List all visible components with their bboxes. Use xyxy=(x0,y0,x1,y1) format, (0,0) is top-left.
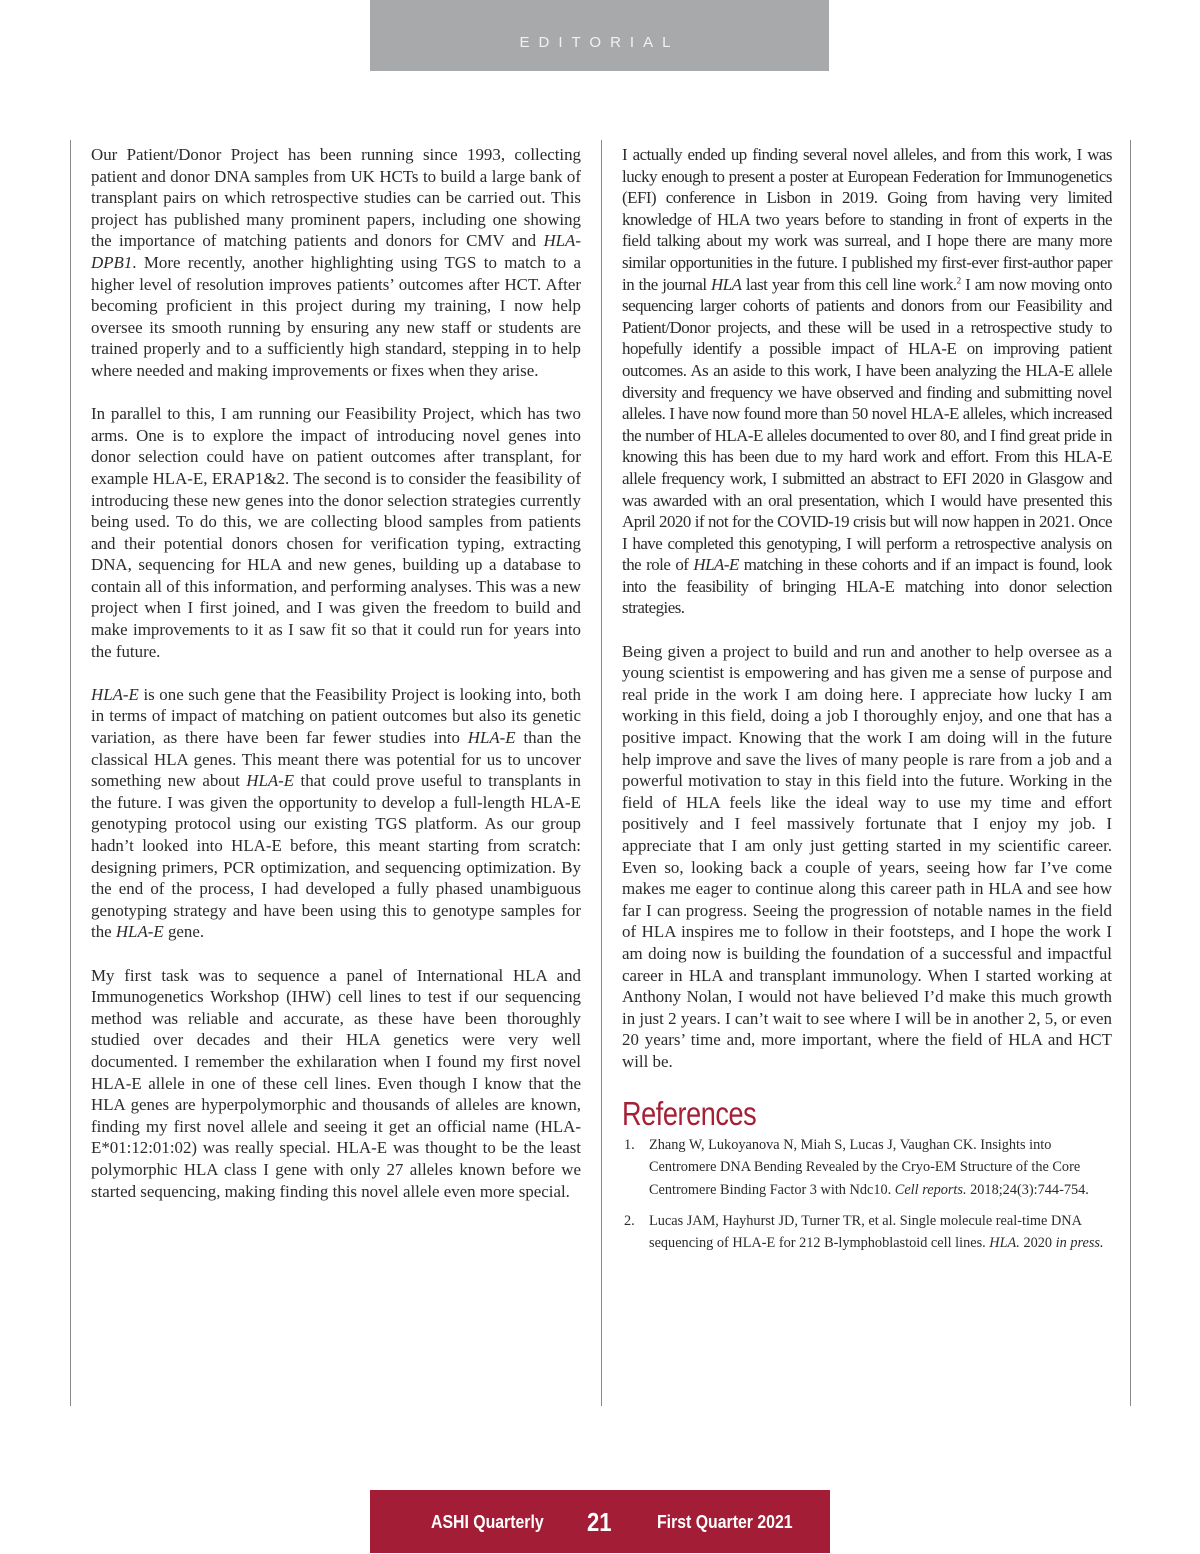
reference-number: 2. xyxy=(624,1213,635,1230)
gene-name: HLA-DPB1 xyxy=(91,231,581,272)
gene-name: HLA-E xyxy=(115,922,164,942)
reference-item: 2. Lucas JAM, Hayhurst JD, Turner TR, et al. Single molecule real-time DNA sequencing of HLA-E for 212 B-lymphoblastoid cell lines. HLA. 2020 in press. xyxy=(622,1210,1112,1255)
gene-name: HLA-E xyxy=(693,555,739,575)
citation-marker: 2 xyxy=(956,274,961,285)
footer-bar xyxy=(370,1490,830,1553)
column-rule-left xyxy=(70,140,71,1406)
left-column xyxy=(91,144,581,1224)
paragraph: HLA-E is one such gene that the Feasibility Project is looking into, both in terms of impact of matching on patient outcomes but also its genetic variation, as there have been far fewer studies into HLA-E than the classical HLA genes. This meant there was potential for us to uncover something new about HLA-E that could prove useful to transplants in the future. I was given the opportunity to develop a full-length HLA-E genotyping protocol using our existing TGS platform. As our group hadn’t looked into HLA-E before, this meant starting from scratch: designing primers, PCR optimization, and sequencing optimization. By the end of the process, I had developed a fully phased unambiguous genotyping strategy and have been using this to genotype samples for the HLA-E gene. xyxy=(91,684,581,942)
footer-issue: First Quarter 2021 xyxy=(657,1512,793,1532)
paragraph: I actually ended up finding several novel alleles, and from this work, I was lucky enough to present a poster at European Federation for Immunogenetics (EFI) conference in Lisbon in 2019. Going from having very limited knowledge of HLA two years before to standing in front of experts in the field talking about my work was surreal, and I hope there are many more similar opportunities in the future. I published my first-ever first-author paper in the journal HLA last year from this cell line work.$^2$ I am now moving onto sequencing larger cohorts of patients and donors from our Feasibility and Patient/Donor projects, and these will be used in a retrospective study to hopefully identify a possible impact of HLA-E on improving patient outcomes. As an aside to this work, I have been analyzing the HLA-E allele diversity and frequency we have observed and finding and submitting novel alleles. I have now found more than 50 novel HLA-E alleles, which increased the number of HLA-E alleles documented to over 80, and I find great pride in knowing this has been due to my hard work and effort. From this HLA-E allele frequency work, I submitted an abstract to EFI 2020 in Glasgow and was awarded with an oral presentation, which I would have presented this April 2020 if not for the COVID-19 crisis but will now happen in 2021. Once I have completed this genotyping, I will perform a retrospective analysis on the role of HLA-E matching in these cohorts and if an impact is found, look into the feasibility of bringing HLA-E matching into donor selection strategies. xyxy=(622,145,1112,618)
gene-name: HLA-E xyxy=(246,771,295,791)
reference-item: 1. Zhang W, Lukoyanova N, Miah S, Lucas J, Vaughan CK. Insights into Centromere DNA Bending Revealed by the Cryo-EM Structure of the Core Centromere Binding Factor 3 with Ndc10. Cell reports. 2018;24(3):744-754. xyxy=(622,1134,1112,1201)
page-number: 21 xyxy=(587,1507,612,1537)
reference-number: 1. xyxy=(624,1137,635,1154)
section-label: EDITORIAL xyxy=(370,0,829,71)
paragraph: Our Patient/Donor Project has been running since 1993, collecting patient and donor DNA samples from UK HCTs to build a large bank of transplant pairs on which retrospective studies can be carried out. This project has published many prominent papers, including one showing the importance of matching patients and donors for CMV and HLA-DPB1. More recently, another highlighting using TGS to match to a higher level of resolution improves patients’ outcomes after HCT. After becoming proficient in this project during my training, I now help oversee its smooth running by ensuring any new staff or students are trained properly and to a sufficiently high standard, stepping in to help where needed and making improvements or fixes when they arise. xyxy=(91,145,581,380)
reference-journal: HLA. xyxy=(989,1235,1020,1252)
reference-list xyxy=(622,1134,1112,1254)
gene-name: HLA-E xyxy=(467,728,516,748)
footer-journal-title: ASHI Quarterly xyxy=(431,1512,544,1532)
paragraph: My first task was to sequence a panel of International HLA and Immunogenetics Workshop (IHW) cell lines to test if our sequencing method was reliable and accurate, as these have been thoroughly studied over decades and their HLA genetics were very well documented. I remember the exhilaration when I found my first novel HLA-E allele in one of these cell lines. Even though I know that the HLA genes are hyperpolymorphic and thousands of alleles are known, finding my first novel allele and seeing it get an official name (HLA-E*01:12:01:02) was really special. HLA-E was thought to be the least polymorphic HLA class I gene with only 27 alleles known before we started sequencing, making finding this novel allele even more special. xyxy=(91,965,581,1201)
reference-journal: Cell reports. xyxy=(894,1181,967,1198)
reference-status: in press. xyxy=(1055,1235,1104,1252)
right-column xyxy=(622,144,1112,1264)
references-heading: References xyxy=(622,1094,757,1132)
column-rule-center xyxy=(601,140,602,1406)
column-rule-right xyxy=(1130,140,1131,1406)
journal-name: HLA xyxy=(711,274,742,294)
gene-name: HLA-E xyxy=(91,684,139,704)
paragraph: Being given a project to build and run and another to help oversee as a young scientist is empowering and has given me a sense of purpose and real pride in the work I am doing here. I appreciate how lucky I am working in this field, doing a job I thoroughly enjoy, and one that has a positive impact. Knowing that the work I am doing will in the future help improve and save the lives of many people is rare from a job and a powerful motivation to stay in this field into the future. Working in the field of HLA feels like the ideal way to use my time and effort positively and I feel massively fortunate that I enjoy my job. I appreciate that I am only just getting started in my scientific career. Even so, looking back a couple of years, seeing how far I’ve come makes me eager to continue along this career path in HLA and see how far I can progress. Seeing the progression of notable names in the field of HLA inspires me to follow in their footsteps, and I hope the work I am doing now is building the foundation of a successful and impactful career in HLA and transplant immunology. When I started working at Anthony Nolan, I would not have believed I’d make this much growth in just 2 years. I can’t wait to see where I will be in another 2, 5, or even 20 years’ time and, more important, where the field of HLA and HCT will be. xyxy=(622,641,1112,1071)
paragraph: In parallel to this, I am running our Feasibility Project, which has two arms. One is to explore the impact of introducing novel genes into donor selection could have on patient outcomes after transplant, for example HLA-E, ERAP1&2. The second is to consider the feasibility of introducing these new genes into the donor selection strategies currently being used. To do this, we are collecting blood samples from patients and their potential donors chosen for verification typing, extracting DNA, sequencing for HLA and new genes, building up a database to contain all of this information, and performing analyses. This was a new project when I first joined, and I was given the freedom to build and make improvements to it as I saw fit so that it could run for years into the future. xyxy=(91,404,581,661)
